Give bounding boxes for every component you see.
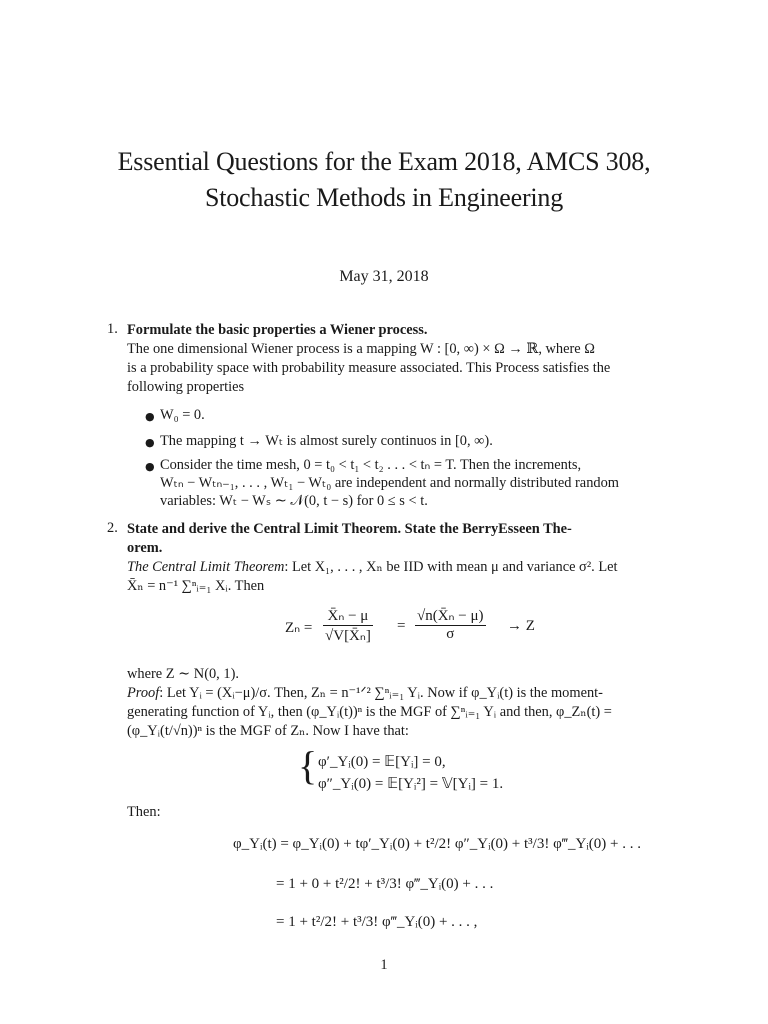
eq-zn-den-1: √V[X̄ₙ] bbox=[325, 628, 371, 644]
clt-line-1-text: : Let X₁, . . . , Xₙ be IID with mean μ and variance σ². Let bbox=[284, 559, 618, 575]
q1-intro-line-2: is a probability space with probability measure associated. This Process satisfies the bbox=[127, 360, 611, 376]
q1-number: 1. bbox=[107, 321, 118, 337]
q1-bullet-2: The mapping t → Wₜ is almost surely continuos in [0, ∞). bbox=[160, 433, 493, 449]
q2-clt-statement bbox=[127, 558, 678, 596]
q2-clt-line-2: X̄ₙ = n⁻¹ ∑ⁿᵢ₌₁ Xᵢ. Then bbox=[127, 578, 265, 594]
q2-then: Then: bbox=[127, 804, 161, 820]
q1-intro-line-1: The one dimensional Wiener process is a mapping W : [0, ∞) × Ω → ℝ, where Ω bbox=[127, 341, 595, 357]
bullet-3-marker: ● bbox=[145, 460, 155, 473]
page-number: 1 bbox=[380, 957, 388, 973]
eq-zn-den-2: σ bbox=[446, 626, 455, 642]
q1-bullet-3 bbox=[160, 456, 678, 510]
document-title bbox=[60, 144, 708, 216]
equation-system bbox=[298, 743, 540, 796]
bullet-2-marker: ● bbox=[145, 436, 155, 449]
system-line-1: φ′_Yᵢ(0) = 𝔼[Yᵢ] = 0, bbox=[318, 754, 446, 770]
system-line-2: φ″_Yᵢ(0) = 𝔼[Yᵢ²] = 𝕍[Yᵢ] = 1. bbox=[318, 776, 504, 792]
left-brace: { bbox=[298, 743, 318, 788]
q2-proof-line-2: generating function of Yᵢ, then (φ_Yᵢ(t))ⁿ is the MGF of ∑ⁿᵢ₌₁ Yᵢ and then, φ_Zₙ(t) = bbox=[127, 704, 612, 720]
q2-proof-line-3: (φ_Yᵢ(t/√n))ⁿ is the MGF of Zₙ. Now I have that: bbox=[127, 723, 409, 739]
q1-heading: Formulate the basic properties a Wiener process. bbox=[127, 322, 428, 338]
clt-label: The Central Limit Theorem bbox=[127, 559, 285, 575]
eq-zn-num-1: X̄ₙ − μ bbox=[323, 606, 373, 626]
expansion-line-1: φ_Yᵢ(t) = φ_Yᵢ(0) + tφ′_Yᵢ(0) + t²/2! φ″_Yᵢ(0) + t³/3! φ‴_Yᵢ(0) + . . . bbox=[233, 836, 641, 852]
eq-zn-equals: = bbox=[397, 618, 406, 634]
bullet-1-marker: ● bbox=[145, 410, 155, 423]
q1-bullet-1: W₀ = 0. bbox=[160, 407, 205, 423]
title-line-2: Stochastic Methods in Engineering bbox=[204, 183, 564, 212]
q1-intro bbox=[127, 340, 678, 397]
q2-heading-line-2: orem. bbox=[127, 540, 163, 556]
eq-zn-frac-2 bbox=[415, 606, 486, 643]
q1-intro-line-3: following properties bbox=[127, 379, 245, 395]
q1-bullet-3-line-1: Consider the time mesh, 0 = t₀ < t₁ < t₂ . . . < tₙ = T. Then the increments, bbox=[160, 457, 582, 473]
q1-bullet-3-line-3: variables: Wₜ − Wₛ ∼ 𝒩(0, t − s) for 0 ≤ s < t. bbox=[160, 493, 428, 509]
equation-zn bbox=[285, 606, 535, 662]
q2-proof-line-1 bbox=[127, 684, 678, 703]
eq-zn-lhs: Zₙ = bbox=[285, 620, 313, 636]
proof-line-1-text: : Let Yᵢ = (Xᵢ−μ)/σ. Then, Zₙ = n⁻¹ᐟ² ∑ⁿᵢ₌₁ Yᵢ. Now if φ_Yᵢ(t) is the moment- bbox=[159, 685, 603, 701]
q2-clt-line-1 bbox=[127, 558, 678, 577]
eq-zn-rhs: → Z bbox=[507, 618, 535, 634]
q2-heading-line-1: State and derive the Central Limit Theorem. State the BerryEsseen The- bbox=[127, 521, 572, 537]
title-line-1: Essential Questions for the Exam 2018, AMCS 308, bbox=[117, 147, 651, 176]
expansion-line-3: = 1 + t²/2! + t³/3! φ‴_Yᵢ(0) + . . . , bbox=[276, 914, 478, 930]
q2-proof bbox=[127, 684, 678, 741]
q1-bullet-3-line-2: Wₜₙ − Wₜₙ₋₁, . . . , Wₜ₁ − Wₜ₀ are independent and normally distributed random bbox=[160, 475, 619, 491]
expansion-line-2: = 1 + 0 + t²/2! + t³/3! φ‴_Yᵢ(0) + . . . bbox=[276, 876, 494, 892]
proof-label: Proof bbox=[127, 685, 160, 701]
eq-zn-frac-1 bbox=[323, 606, 373, 645]
document-date: May 31, 2018 bbox=[339, 268, 429, 285]
eq-zn-num-2: √n(X̄ₙ − μ) bbox=[417, 608, 484, 624]
q2-heading bbox=[127, 520, 678, 558]
q2-number: 2. bbox=[107, 520, 118, 536]
q2-where: where Z ∼ N(0, 1). bbox=[127, 666, 239, 682]
